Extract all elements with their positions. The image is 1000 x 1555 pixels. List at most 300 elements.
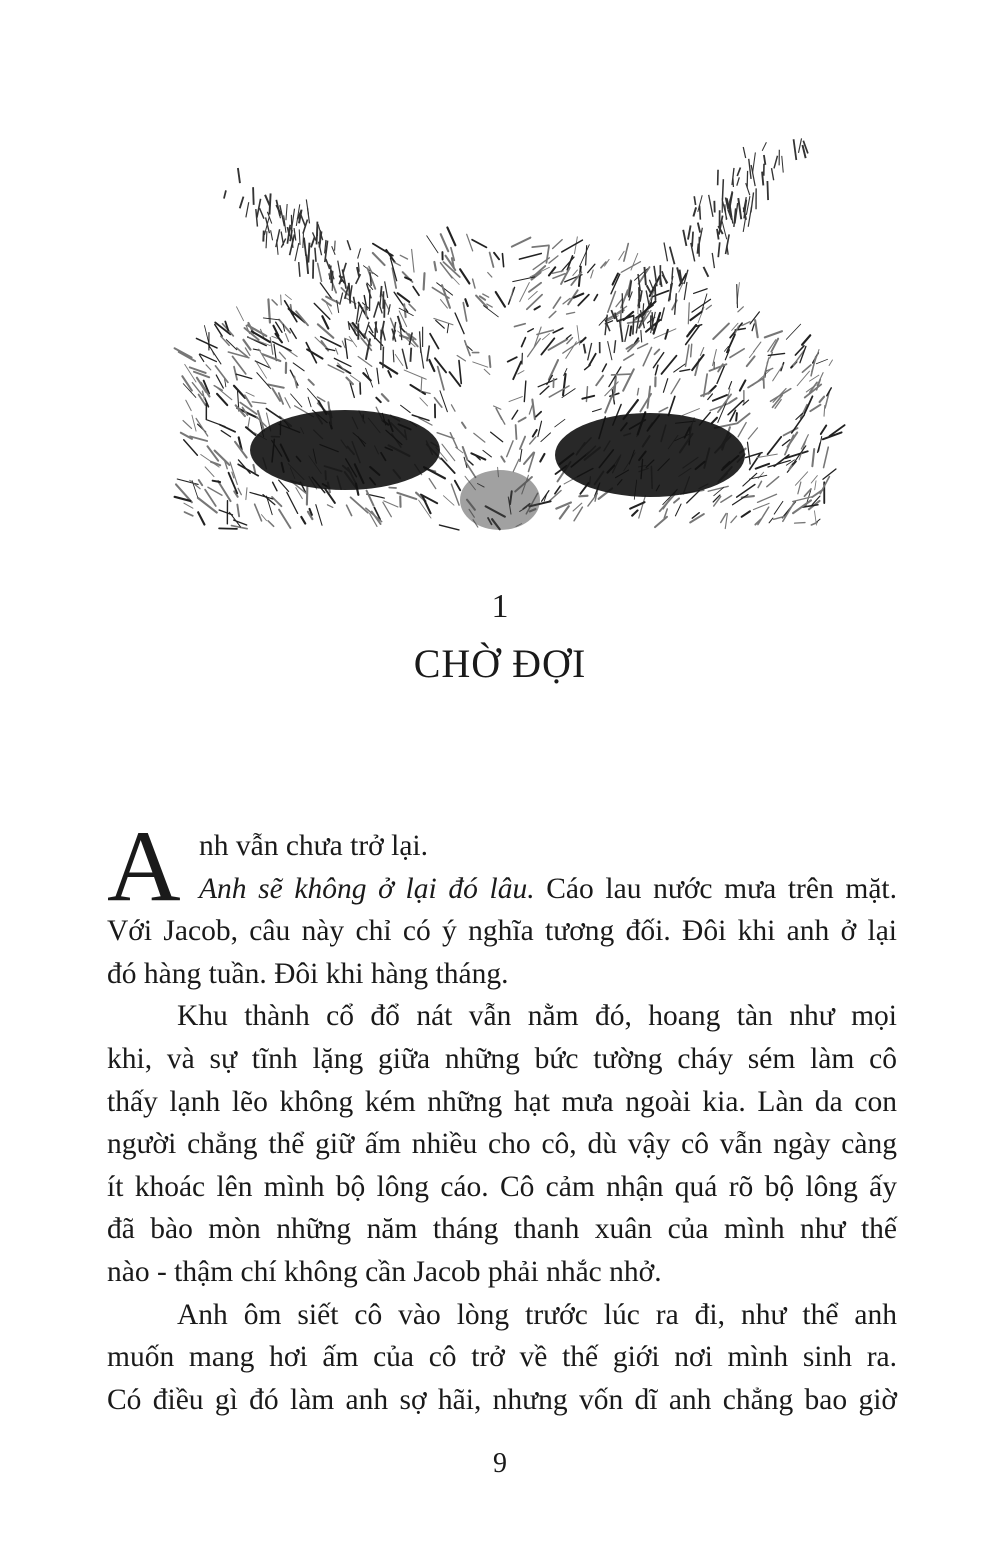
- fur-stroke: [351, 497, 368, 512]
- fur-stroke: [467, 234, 473, 251]
- fur-stroke: [500, 416, 505, 424]
- ear-stroke: [374, 301, 379, 317]
- fur-stroke: [738, 413, 750, 423]
- fur-stroke: [194, 372, 209, 378]
- fur-stroke: [602, 364, 606, 371]
- fur-stroke: [196, 418, 208, 436]
- ear-stroke: [240, 197, 244, 209]
- fur-stroke: [589, 354, 596, 365]
- fur-stroke: [730, 349, 744, 358]
- ear-stroke: [410, 348, 411, 362]
- ear-stroke: [256, 209, 258, 227]
- ear-stroke: [748, 207, 751, 227]
- fur-stroke: [308, 397, 311, 407]
- fur-stroke: [740, 380, 745, 390]
- fur-stroke: [742, 511, 750, 517]
- fur-stroke: [816, 359, 827, 363]
- ear-stroke: [340, 293, 343, 305]
- ear-stroke: [704, 267, 709, 277]
- text-line: [107, 1251, 897, 1294]
- line-text: Khu thành cổ đổ nát vẫn nằm đó, hoang tàn như mọi: [177, 1000, 897, 1033]
- fur-stroke: [812, 449, 814, 466]
- fur-stroke: [363, 373, 370, 380]
- line-text: người chẳng thể giữ ấm nhiều cho cô, dù vậy cô vẫn ngày càng: [107, 1128, 897, 1161]
- fur-stroke: [184, 440, 198, 455]
- fur-stroke: [424, 273, 425, 289]
- ear-stroke: [633, 316, 634, 334]
- fur-stroke: [619, 251, 624, 259]
- fur-stroke: [376, 398, 380, 402]
- fur-stroke: [637, 388, 638, 394]
- fur-stroke: [484, 306, 499, 317]
- ear-stroke: [338, 261, 342, 282]
- fur-stroke: [648, 386, 651, 407]
- fur-stroke: [753, 342, 760, 352]
- fur-stroke: [496, 292, 505, 307]
- fur-stroke: [540, 386, 549, 394]
- fur-stroke: [630, 326, 631, 335]
- fur-stroke: [285, 334, 288, 342]
- text-line: [107, 1336, 897, 1379]
- fur-stroke: [553, 297, 560, 308]
- fur-stroke: [588, 264, 595, 273]
- fur-stroke: [553, 328, 563, 333]
- ear-stroke: [683, 230, 686, 246]
- fur-stroke: [268, 521, 274, 526]
- fur-stroke: [688, 303, 689, 324]
- ear-stroke: [299, 262, 300, 277]
- fur-stroke: [578, 295, 589, 306]
- ear-stroke: [660, 277, 662, 287]
- ear-stroke: [652, 312, 653, 331]
- fur-stroke: [721, 496, 732, 503]
- fur-stroke: [175, 348, 192, 357]
- fur-stroke: [272, 497, 281, 506]
- fur-stroke: [549, 386, 569, 397]
- fur-stroke: [530, 437, 536, 444]
- ear-stroke: [347, 240, 350, 250]
- fur-stroke: [192, 481, 197, 497]
- fur-stroke: [473, 362, 488, 367]
- ear-stroke: [753, 152, 756, 172]
- ear-stroke: [358, 307, 363, 322]
- fur-stroke: [549, 311, 556, 317]
- ear-stroke: [700, 206, 701, 220]
- fur-stroke: [285, 295, 291, 300]
- drop-cap: A: [107, 810, 181, 923]
- fur-stroke: [520, 437, 525, 449]
- ear-stroke: [353, 297, 355, 309]
- fur-stroke: [516, 425, 517, 439]
- fur-stroke: [713, 395, 727, 401]
- line-text: ít khoác lên mình bộ lông cáo. Cô cảm nhận quá rõ bộ lông ấy: [107, 1170, 897, 1203]
- fur-stroke: [509, 397, 522, 402]
- fur-stroke: [519, 253, 541, 259]
- fur-stroke: [192, 415, 196, 431]
- ear-stroke: [684, 282, 687, 300]
- ear-stroke: [692, 232, 693, 247]
- fur-stroke: [708, 394, 713, 400]
- fur-stroke: [540, 454, 544, 462]
- fur-stroke: [513, 459, 519, 471]
- fur-stroke: [579, 496, 587, 497]
- ear-stroke: [743, 217, 745, 232]
- chapter-number: 1: [491, 588, 509, 625]
- ear-stroke: [266, 231, 267, 248]
- ear-stroke: [749, 159, 751, 179]
- text-line: [107, 1294, 897, 1337]
- fur-stroke: [529, 405, 532, 414]
- fur-stroke: [290, 329, 296, 339]
- fur-stroke: [250, 492, 273, 499]
- fur-stroke: [208, 487, 222, 495]
- fur-stroke: [434, 262, 436, 270]
- line-text: Anh ôm siết cô vào lòng trước lúc ra đi, như thể anh: [177, 1298, 897, 1331]
- text-line: [107, 1379, 897, 1422]
- fur-stroke: [520, 449, 522, 461]
- fur-stroke: [465, 299, 467, 306]
- fur-stroke: [742, 322, 750, 326]
- fur-stroke: [248, 418, 250, 428]
- ear-stroke: [688, 225, 691, 239]
- fur-stroke: [774, 501, 783, 514]
- fur-stroke: [654, 349, 659, 354]
- fur-stroke: [218, 481, 230, 501]
- fur-stroke: [373, 244, 393, 256]
- line-text: khi, và sự tĩnh lặng giữa những bức tường cháy sém làm cô: [107, 1042, 897, 1075]
- fur-stroke: [382, 394, 388, 401]
- fur-stroke: [532, 245, 549, 247]
- line-text: thấy lạnh lẽo không kém những hạt mưa ngoài kia. Làn da con: [107, 1085, 897, 1118]
- fur-stroke: [373, 253, 385, 265]
- ear-stroke: [641, 330, 642, 342]
- ear-stroke: [381, 286, 382, 297]
- fur-stroke: [205, 467, 214, 477]
- fur-stroke: [549, 360, 558, 380]
- fur-stroke: [674, 498, 679, 502]
- fur-stroke: [758, 481, 761, 487]
- italic-text: Anh sẽ không ở lại đó lâu.: [199, 872, 535, 905]
- fur-stroke: [268, 385, 284, 388]
- ear-stroke: [269, 193, 270, 214]
- ear-stroke: [746, 196, 750, 215]
- ear-stroke: [794, 139, 797, 160]
- fur-stroke: [347, 505, 352, 515]
- line-text: Có điều gì đó làm anh sợ hãi, nhưng vốn dĩ anh chẳng bao giờ: [107, 1383, 897, 1416]
- fur-stroke: [706, 305, 711, 309]
- fur-stroke: [515, 324, 526, 327]
- ear-stroke: [420, 347, 423, 369]
- fur-stroke: [528, 329, 534, 332]
- ear-stroke: [722, 179, 723, 200]
- fur-stroke: [201, 455, 219, 468]
- line-text: nào - thậm chí không cần Jacob phải nhắc nhở.: [107, 1255, 662, 1288]
- ear-stroke: [295, 243, 299, 261]
- fur-stroke: [491, 432, 503, 442]
- fur-stroke: [753, 503, 769, 509]
- fur-stroke: [758, 507, 769, 524]
- fur-stroke: [756, 464, 769, 469]
- fur-stroke: [234, 520, 247, 525]
- fur-stroke: [795, 523, 805, 524]
- fur-stroke: [318, 324, 333, 338]
- ear-stroke: [260, 208, 264, 219]
- fur-stroke: [747, 442, 750, 464]
- fur-stroke: [783, 502, 795, 522]
- fur-stroke: [199, 480, 202, 485]
- fur-stroke: [327, 505, 332, 508]
- ear-stroke: [385, 281, 388, 298]
- ear-stroke: [718, 242, 719, 257]
- text-line: [107, 953, 897, 996]
- fur-stroke: [643, 347, 651, 365]
- fur-stroke: [786, 324, 800, 339]
- fur-stroke: [798, 482, 801, 494]
- fur-stroke: [768, 437, 782, 454]
- ear-stroke: [304, 238, 306, 256]
- fur-stroke: [455, 481, 460, 490]
- fur-stroke: [582, 396, 594, 399]
- fur-stroke: [287, 492, 298, 513]
- fur-stroke: [729, 382, 732, 389]
- fur-stroke: [519, 418, 526, 422]
- fur-stroke: [560, 506, 569, 518]
- fur-stroke: [769, 518, 773, 523]
- fur-stroke: [488, 272, 492, 277]
- fur-stroke: [659, 408, 667, 412]
- fur-stroke: [752, 324, 754, 331]
- fur-stroke: [624, 244, 628, 262]
- fur-stroke: [473, 279, 475, 288]
- fur-stroke: [824, 447, 829, 467]
- fur-stroke: [795, 472, 807, 485]
- ear-stroke: [584, 344, 586, 354]
- fur-stroke: [767, 477, 779, 487]
- ear-stroke: [311, 237, 315, 248]
- fur-stroke: [349, 336, 357, 346]
- text-line: [107, 1208, 897, 1251]
- fur-stroke: [738, 307, 743, 312]
- fur-stroke: [468, 461, 473, 465]
- fur-stroke: [252, 402, 266, 404]
- fur-stroke: [586, 387, 587, 402]
- fur-stroke: [279, 480, 289, 491]
- ear-stroke: [265, 195, 270, 206]
- fur-stroke: [829, 360, 832, 365]
- fur-stroke: [198, 512, 204, 524]
- ear-stroke: [717, 229, 719, 240]
- fur-stroke: [563, 340, 582, 353]
- ear-stroke: [588, 343, 592, 360]
- fur-stroke: [429, 479, 436, 489]
- fur-stroke: [758, 494, 777, 502]
- fur-stroke: [217, 394, 227, 405]
- fur-stroke: [216, 375, 223, 388]
- fur-stroke: [713, 324, 729, 339]
- fur-stroke: [811, 476, 817, 483]
- fur-stroke: [665, 330, 668, 339]
- ear-stroke: [608, 341, 612, 360]
- fur-stroke: [435, 358, 446, 372]
- fur-stroke: [768, 460, 790, 467]
- text-line: [107, 1038, 897, 1081]
- fur-stroke: [441, 234, 449, 251]
- fur-stroke: [484, 369, 490, 374]
- right-eye: [555, 413, 745, 497]
- fur-stroke: [405, 277, 411, 279]
- fur-stroke: [367, 491, 374, 506]
- ear-stroke: [662, 271, 667, 284]
- fur-stroke: [738, 423, 746, 437]
- fur-stroke: [384, 501, 398, 507]
- line-text: Cáo lau nước mưa trên mặt.: [534, 872, 897, 905]
- fur-stroke: [253, 465, 255, 473]
- ear-stroke: [383, 346, 384, 368]
- fur-stroke: [258, 411, 264, 431]
- fur-stroke: [532, 400, 535, 420]
- fur-stroke: [395, 354, 403, 365]
- fur-stroke: [729, 398, 736, 403]
- ear-stroke: [661, 307, 664, 321]
- fur-stroke: [463, 447, 468, 460]
- ear-stroke: [727, 246, 728, 255]
- fur-stroke: [663, 379, 667, 393]
- ear-stroke: [299, 210, 302, 224]
- fur-stroke: [687, 325, 696, 336]
- fur-stroke: [632, 510, 637, 515]
- left-eye: [250, 410, 440, 490]
- fur-stroke: [365, 306, 366, 317]
- fur-stroke: [721, 514, 726, 523]
- ear-stroke: [625, 325, 629, 342]
- fur-stroke: [450, 433, 457, 448]
- fur-stroke: [534, 327, 541, 347]
- page-number: 9: [493, 1448, 507, 1479]
- fur-stroke: [612, 374, 631, 375]
- fur-stroke: [490, 253, 494, 267]
- fur-stroke: [450, 372, 461, 386]
- fur-stroke: [246, 427, 256, 435]
- fur-stroke: [608, 292, 616, 313]
- fur-stroke: [429, 360, 434, 371]
- fur-stroke: [459, 361, 461, 384]
- fur-stroke: [624, 354, 634, 360]
- fur-stroke: [404, 370, 426, 379]
- fur-stroke: [553, 274, 565, 279]
- fur-stroke: [623, 369, 634, 390]
- fur-stroke: [446, 271, 459, 285]
- fur-stroke: [621, 262, 640, 273]
- fur-stroke: [460, 269, 469, 283]
- fur-stroke: [655, 365, 658, 375]
- ear-stroke: [614, 340, 615, 353]
- fur-stroke: [412, 249, 414, 272]
- ear-stroke: [675, 293, 677, 315]
- fur-stroke: [281, 295, 282, 305]
- fur-stroke: [377, 368, 379, 383]
- fur-stroke: [236, 374, 252, 378]
- ear-stroke: [393, 350, 394, 363]
- fur-stroke: [296, 311, 308, 325]
- fur-stroke: [238, 460, 250, 473]
- fur-stroke: [819, 436, 822, 451]
- line-text: nh vẫn chưa trở lại.: [199, 830, 428, 862]
- fur-stroke: [483, 294, 489, 297]
- fur-stroke: [533, 266, 546, 277]
- fur-stroke: [591, 270, 594, 278]
- ear-stroke: [693, 207, 696, 216]
- line-text: đã bào mòn những năm tháng thanh xuân của mình như thế: [107, 1213, 897, 1246]
- fur-stroke: [243, 340, 250, 350]
- text-line: [107, 910, 897, 953]
- fur-stroke: [474, 433, 485, 442]
- ear-stroke: [734, 208, 736, 227]
- fur-stroke: [427, 236, 438, 253]
- fur-stroke: [594, 295, 597, 301]
- fur-stroke: [529, 283, 541, 292]
- fur-stroke: [566, 335, 571, 339]
- fur-stroke: [442, 285, 450, 308]
- fur-stroke: [541, 433, 551, 442]
- ear-stroke: [358, 248, 361, 258]
- fur-stroke: [768, 353, 784, 355]
- fur-stroke: [291, 394, 302, 407]
- fur-stroke: [655, 517, 667, 527]
- fur-stroke: [694, 289, 708, 294]
- ear-stroke: [299, 229, 300, 244]
- fur-stroke: [219, 510, 232, 515]
- ear-stroke: [737, 168, 740, 177]
- fur-stroke: [562, 240, 583, 252]
- ear-stroke: [306, 199, 308, 214]
- fur-stroke: [542, 491, 549, 502]
- fur-stroke: [773, 365, 783, 381]
- line-text: Với Jacob, câu này chỉ có ý nghĩa tương đối. Đôi khi anh ở lại: [107, 915, 897, 948]
- ear-stroke: [343, 263, 346, 273]
- fur-stroke: [553, 240, 563, 249]
- ear-stroke: [286, 204, 287, 220]
- fur-stroke: [184, 503, 193, 508]
- fur-stroke: [388, 371, 391, 377]
- ear-stroke: [743, 147, 745, 158]
- fur-stroke: [692, 299, 711, 312]
- chapter-body-text: [107, 825, 897, 1421]
- fur-stroke: [179, 352, 195, 361]
- fur-stroke: [316, 505, 322, 526]
- ear-stroke: [767, 181, 768, 200]
- fur-stroke: [489, 356, 490, 367]
- fur-stroke: [438, 367, 444, 390]
- ear-stroke: [764, 155, 766, 165]
- ear-stroke: [722, 220, 727, 239]
- fur-stroke: [518, 371, 524, 374]
- fur-stroke: [322, 299, 331, 305]
- fur-stroke: [202, 391, 204, 399]
- fur-stroke: [257, 373, 271, 389]
- fur-stroke: [342, 341, 345, 348]
- fur-stroke: [177, 479, 198, 484]
- fur-stroke: [400, 255, 407, 259]
- fur-stroke: [638, 344, 648, 349]
- ear-stroke: [294, 228, 296, 241]
- fur-stroke: [549, 256, 558, 263]
- fur-stroke: [507, 441, 513, 457]
- fur-stroke: [472, 240, 486, 248]
- fur-stroke: [221, 431, 230, 437]
- ear-stroke: [664, 242, 667, 261]
- ear-stroke: [725, 204, 726, 220]
- ear-stroke: [342, 269, 346, 288]
